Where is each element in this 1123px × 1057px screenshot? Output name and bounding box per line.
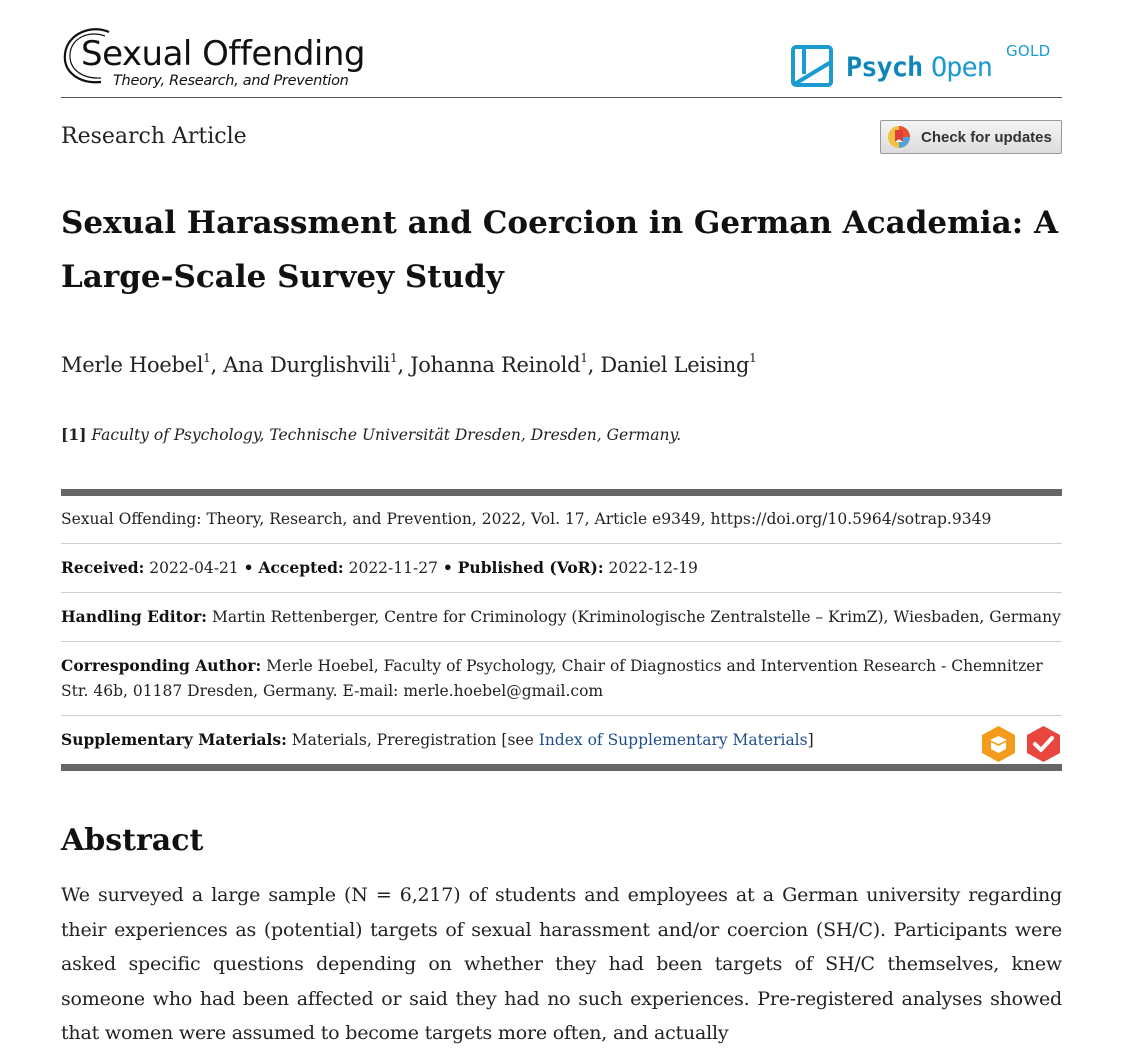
affiliation-text: Faculty of Psychology, Technische Universität Dresden, Dresden, Germany. (91, 426, 682, 444)
journal-logo[interactable] (61, 26, 391, 94)
citation-text[interactable]: Sexual Offending: Theory, Research, and Prevention, 2022, Vol. 17, Article e9349, https://doi.org/10.5964/sotrap.9349 (61, 510, 992, 528)
psychopen-mark-icon (790, 44, 836, 88)
author-affiliation-marker: 1 (389, 351, 398, 365)
open-materials-badge-icon[interactable] (980, 725, 1017, 763)
editor-text: Martin Rettenberger, Centre for Criminology (Kriminologische Zentralstelle – KrimZ), Wiesbaden, Germany (211, 608, 1061, 626)
editor-label: Handling Editor: (61, 607, 208, 626)
journal-name: Sexual Offending (81, 34, 365, 74)
publisher-logo[interactable] (790, 42, 1062, 88)
article-metadata-box (61, 489, 1062, 771)
article-type: Research Article (61, 124, 247, 149)
publisher-name-psych: Psych (846, 52, 923, 83)
accepted-label: Accepted: (258, 558, 344, 577)
published-label: Published (VoR): (457, 558, 604, 577)
supplementary-row (61, 716, 1062, 764)
abstract-text: We surveyed a large sample (N = 6,217) of students and employees at a German university regarding their experiences as (potential) targets of sexual harassment and/or coercion (SH/C). Participants were asked specific questions depending on whether they had been targets of SH/C themselves, knew someone who had been affected or said they had no such experiences. Pre-registered analyses showed that women were assumed to become targets more often, and actually (61, 884, 1062, 1044)
author-name[interactable]: Merle Hoebel (61, 353, 204, 377)
supplementary-bracket: ] (807, 731, 814, 749)
author-name[interactable]: Ana Durglishvili (223, 353, 390, 377)
open-science-badges (980, 725, 1062, 763)
date-separator: • (243, 558, 254, 577)
supplementary-label: Supplementary Materials: (61, 730, 287, 749)
corresponding-author-label: Corresponding Author: (61, 656, 262, 675)
publisher-name-open: Open (931, 52, 993, 83)
affiliation-marker: [1] (61, 425, 87, 444)
corresponding-author-row (61, 642, 1062, 716)
supplementary-text: Materials, Preregistration [see (291, 731, 534, 749)
received-date: 2022-04-21 (149, 559, 239, 577)
page-header (61, 0, 1062, 98)
author-affiliation-marker: 1 (203, 351, 211, 365)
received-label: Received: (61, 558, 145, 577)
check-for-updates-button[interactable] (880, 120, 1062, 154)
abstract-heading: Abstract (61, 823, 204, 858)
author-affiliation-marker: 1 (580, 351, 588, 365)
date-separator: • (442, 558, 453, 577)
author-name[interactable]: Daniel Leising (600, 353, 750, 377)
crossmark-icon (887, 125, 911, 149)
preregistration-badge-icon[interactable] (1025, 725, 1062, 763)
citation-row (61, 496, 1062, 544)
journal-subtitle: Theory, Research, and Prevention (113, 73, 349, 89)
check-for-updates-label: Check for updates (921, 128, 1052, 146)
article-page (61, 0, 1062, 1044)
author-affiliation-marker: 1 (749, 351, 757, 365)
accepted-date: 2022-11-27 (348, 559, 438, 577)
article-title: Sexual Harassment and Coercion in German Academia: A Large-Scale Survey Study (61, 205, 1059, 295)
author-name[interactable]: Johanna Reinold (410, 353, 581, 377)
affiliation (61, 425, 681, 444)
author-list: Merle Hoebel$^1$, Ana Durglishvili$^1$, Johanna Reinold$^1$, Daniel Leising$^1$ (61, 351, 757, 377)
supplementary-index-link[interactable]: Index of Supplementary Materials (538, 731, 808, 749)
dates-row (61, 544, 1062, 593)
corresponding-author-text: Merle Hoebel, Faculty of Psychology, Chair of Diagnostics and Intervention Research - Chemnitzer Str. 46b, 01187 Dresden, Germany. E-mail: merle.hoebel@gmail.com (61, 657, 1043, 700)
editor-row (61, 593, 1062, 642)
publisher-tier: GOLD (1006, 42, 1051, 60)
published-date: 2022-12-19 (608, 559, 698, 577)
